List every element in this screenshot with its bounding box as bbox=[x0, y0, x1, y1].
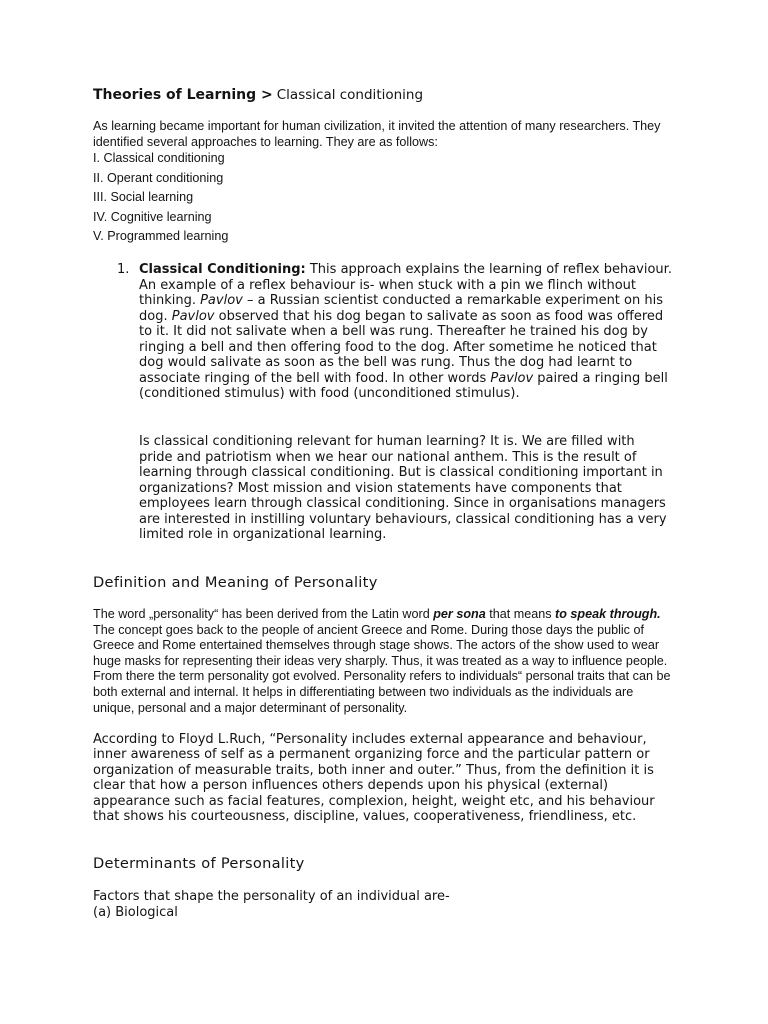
personality-definition-paragraph: According to Floyd L.Ruch, “Personality includes external appearance and behaviour, inner awareness of self as a permanent organizing force and the particular pattern or organization of measurable traits, both inner and outer.” Thus, from the definition it is clear that how a person influences others depends upon his physical (external) appearance such as facial features, complexion, height, weight etc, and his behaviour that shows his courteousness, discipline, values, cooperativeness, friendliness, etc. bbox=[93, 732, 655, 825]
paragraph-text: The concept goes back to the people of ancient Greece and Rome. During those days the public of Greece and Rome entertained themselves through stage shows. The actors of the show used to wear huge masks for representing their ideas very sharply. Thus, it was treated as a way to influence people. From there the term personality got evolved. Personality refers to individuals“ personal traits that can be both external and internal. It helps in differentiating between two individuals as the individuals are unique, personal and a major determinant of personality. bbox=[93, 622, 671, 715]
paragraph-text: The word „personality“ has been derived from the Latin word bbox=[93, 607, 434, 621]
breadcrumb-title bbox=[93, 86, 693, 104]
latin-word: per sona bbox=[433, 607, 486, 621]
paragraph-text: that means bbox=[485, 607, 556, 621]
breadcrumb-parent: Theories of Learning > bbox=[93, 87, 273, 103]
scientist-name: Pavlov bbox=[490, 370, 534, 386]
determinants-list bbox=[93, 889, 667, 921]
list-item: III. Social learning bbox=[93, 190, 194, 205]
approaches-list bbox=[93, 149, 493, 247]
scientist-name: Pavlov bbox=[200, 293, 243, 308]
paragraph-text: paired a ringing bell (conditioned stimulus) with food (unconditioned stimulus). bbox=[139, 370, 668, 401]
list-item: II. Operant conditioning bbox=[93, 170, 224, 185]
paragraph-text: observed that his dog began to salivate as soon as food was offered to it. It did not salivate when a bell was rung. Thereafter he trained his dog by ringing a bell and then offering food to the dog. After sometime he noticed that dog would salivate as soon as the bell was rung. Thus the dog had learnt to associate ringing of the bell with food. In other words bbox=[139, 308, 664, 386]
determinants-intro: Factors that shape the personality of an individual are- bbox=[93, 889, 450, 904]
paragraph-text: This approach explains the learning of reflex behaviour. An example of a reflex behaviour is- when stuck with a pin we flinch without thinking. bbox=[139, 262, 672, 308]
personality-origin-paragraph bbox=[93, 607, 671, 716]
relevance-paragraph: Is classical conditioning relevant for human learning? It is. We are filled with pride and patriotism when we hear our national anthem. This is the result of learning through classical conditioning. But is classical conditioning important in organizations? Most mission and vision statements have components that employees learn through classical conditioning. Since in organisations managers are interested in instilling voluntary behaviours, classical conditioning has a very limited role in organizational learning. bbox=[139, 434, 667, 542]
list-item: (a) Biological bbox=[93, 905, 178, 920]
list-item: I. Classical conditioning bbox=[93, 151, 225, 165]
paragraph-text: – a Russian scientist conducted a remarkable experiment on his dog. bbox=[139, 293, 663, 324]
list-item: IV. Cognitive learning bbox=[93, 209, 212, 224]
intro-paragraph: As learning became important for human civilization, it invited the attention of many researchers. They identified several approaches to learning. They are as follows: bbox=[93, 119, 661, 149]
classical-conditioning-paragraph bbox=[139, 262, 675, 402]
scientist-name: Pavlov bbox=[171, 308, 215, 324]
item-term: Classical Conditioning: bbox=[139, 262, 306, 277]
section-heading-personality: Definition and Meaning of Personality bbox=[93, 574, 378, 591]
list-item: V. Programmed learning bbox=[93, 229, 229, 244]
item-number: 1. bbox=[117, 262, 130, 277]
breadcrumb-current: Classical conditioning bbox=[276, 87, 424, 103]
section-heading-determinants: Determinants of Personality bbox=[93, 855, 305, 872]
word-meaning: to speak through. bbox=[555, 607, 661, 621]
